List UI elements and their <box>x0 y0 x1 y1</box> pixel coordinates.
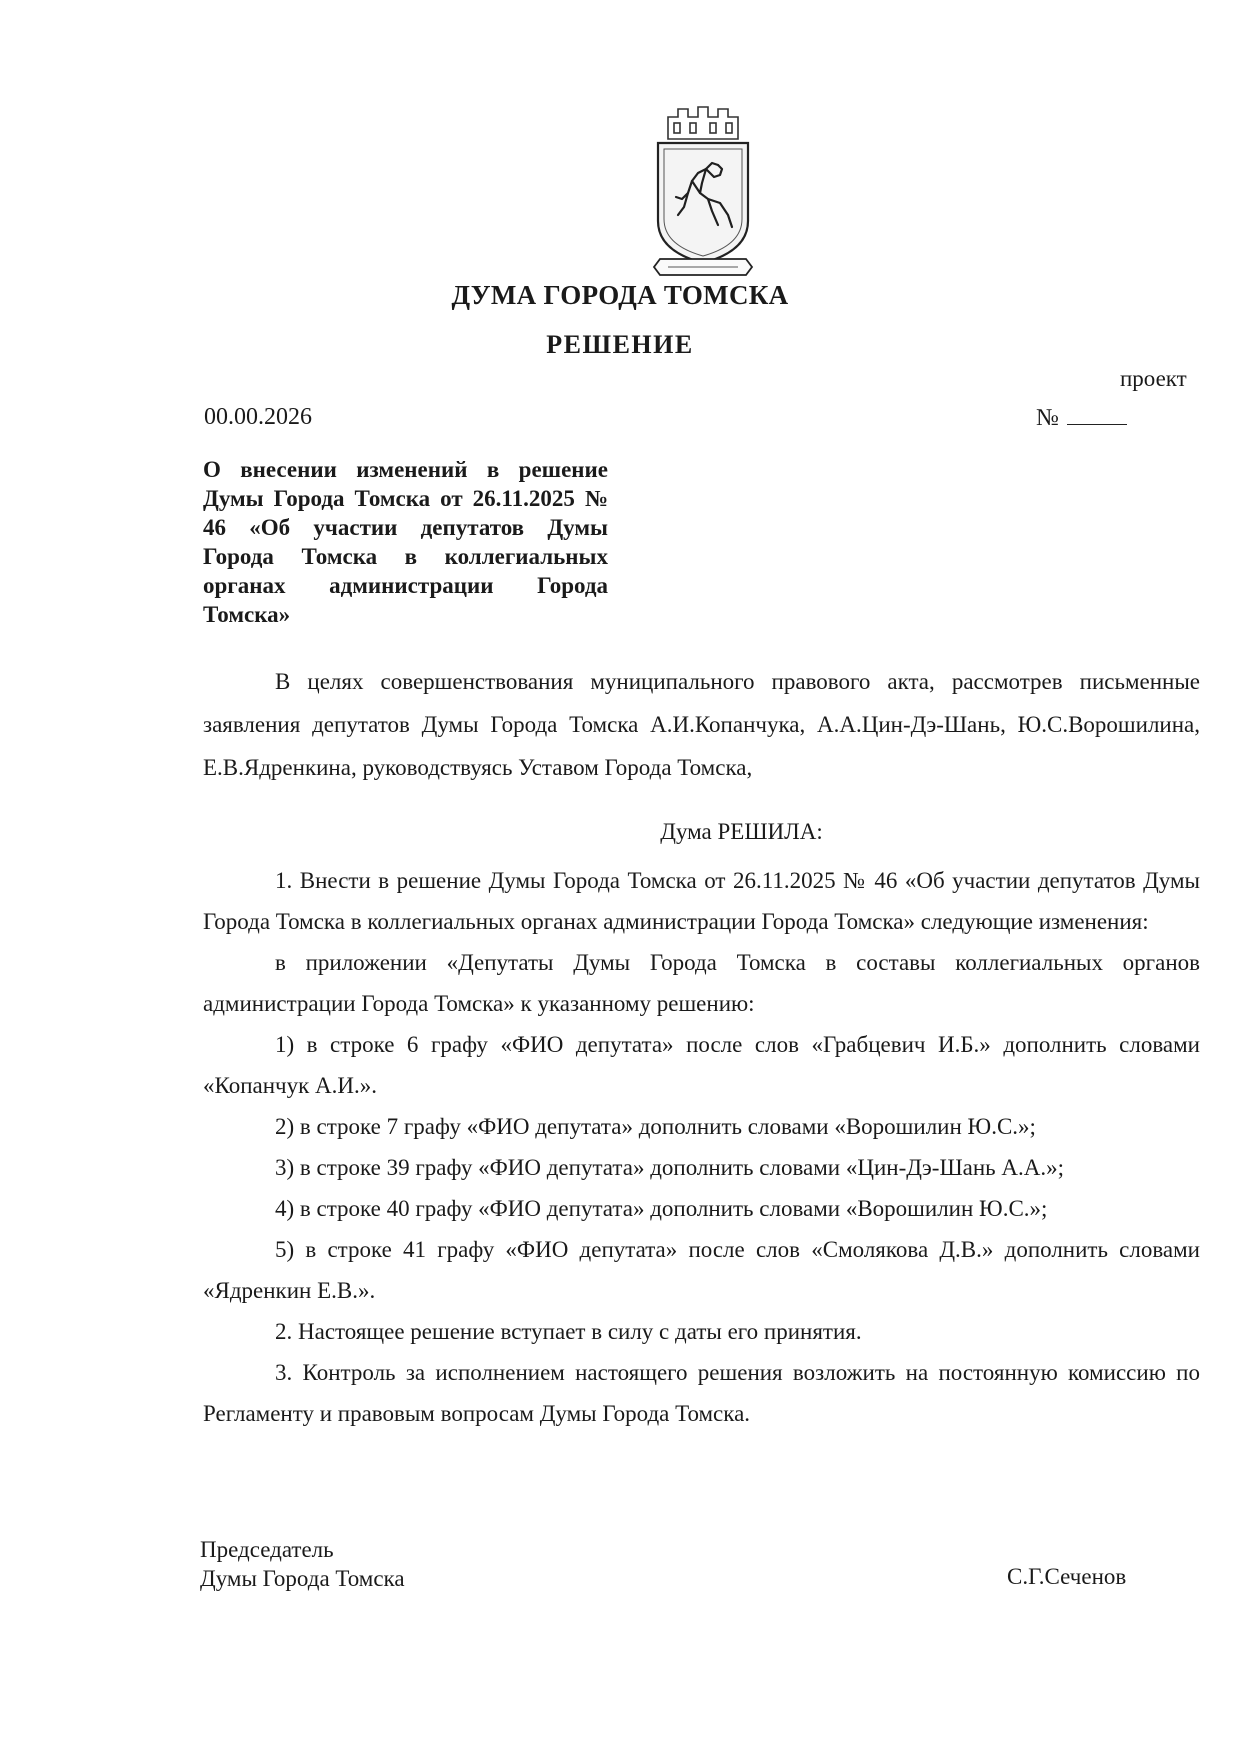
signatory-position-line: Председатель <box>200 1537 334 1562</box>
document-date: 00.00.2026 <box>204 404 312 430</box>
item-paragraph: 5) в строке 41 графу «ФИО депутата» после слов «Смолякова Д.В.» дополнить словами «Ядренкин Е.В.». <box>203 1237 1200 1303</box>
document-type: РЕШЕНИЕ <box>546 330 694 359</box>
item-paragraph: 1. Внести в решение Думы Города Томска от 26.11.2025 № 46 «Об участии депутатов Думы Города Томска в коллегиальных органах администрации Города Томска» следующие изменения: <box>203 868 1200 934</box>
item-paragraph: 3. Контроль за исполнением настоящего решения возложить на постоянную комиссию по Регламенту и правовым вопросам Думы Города Томска. <box>203 1360 1200 1426</box>
signatory-name: С.Г.Сеченов <box>1007 1564 1127 1589</box>
item-paragraph: 2) в строке 7 графу «ФИО депутата» дополнить словами «Ворошилин Ю.С.»; <box>275 1114 1036 1139</box>
signatory-position-line: Думы Города Томска <box>200 1566 405 1591</box>
document-number <box>1036 404 1127 432</box>
signatory-position <box>200 1535 405 1593</box>
resolved-heading: Дума РЕШИЛА: <box>660 819 823 844</box>
document-subject: О внесении изменений в решение Думы Города Томска от 26.11.2025 № 46 «Об участии депутатов Думы Города Томска в коллегиальных органах администрации Города Томска» <box>203 457 608 627</box>
organization-title: ДУМА ГОРОДА ТОМСКА <box>451 280 789 310</box>
number-label: № <box>1036 405 1059 431</box>
number-blank-line <box>1067 404 1127 425</box>
item-paragraph: 3) в строке 39 графу «ФИО депутата» дополнить словами «Цин-Дэ-Шань А.А.»; <box>275 1155 1065 1180</box>
item-paragraph: в приложении «Депутаты Думы Города Томска в составы коллегиальных органов администрации Города Томска» к указанному решению: <box>203 950 1200 1016</box>
item-paragraph: 4) в строке 40 графу «ФИО депутата» дополнить словами «Ворошилин Ю.С.»; <box>275 1196 1048 1221</box>
document-body <box>203 660 1200 1434</box>
item-paragraph: 2. Настоящее решение вступает в силу с даты его принятия. <box>275 1319 862 1344</box>
preamble-paragraph: В целях совершенствования муниципального правового акта, рассмотрев письменные заявления депутатов Думы Города Томска А.И.Копанчука, А.А.Цин-Дэ-Шань, Ю.С.Ворошилина, Е.В.Ядренкина, руководствуясь Уставом Города Томска, <box>203 669 1200 780</box>
draft-mark: проект <box>1120 366 1187 391</box>
item-paragraph: 1) в строке 6 графу «ФИО депутата» после слов «Грабцевич И.Б.» дополнить словами «Копанчук А.И.». <box>203 1032 1200 1098</box>
tomsk-coat-of-arms-icon <box>648 103 758 278</box>
